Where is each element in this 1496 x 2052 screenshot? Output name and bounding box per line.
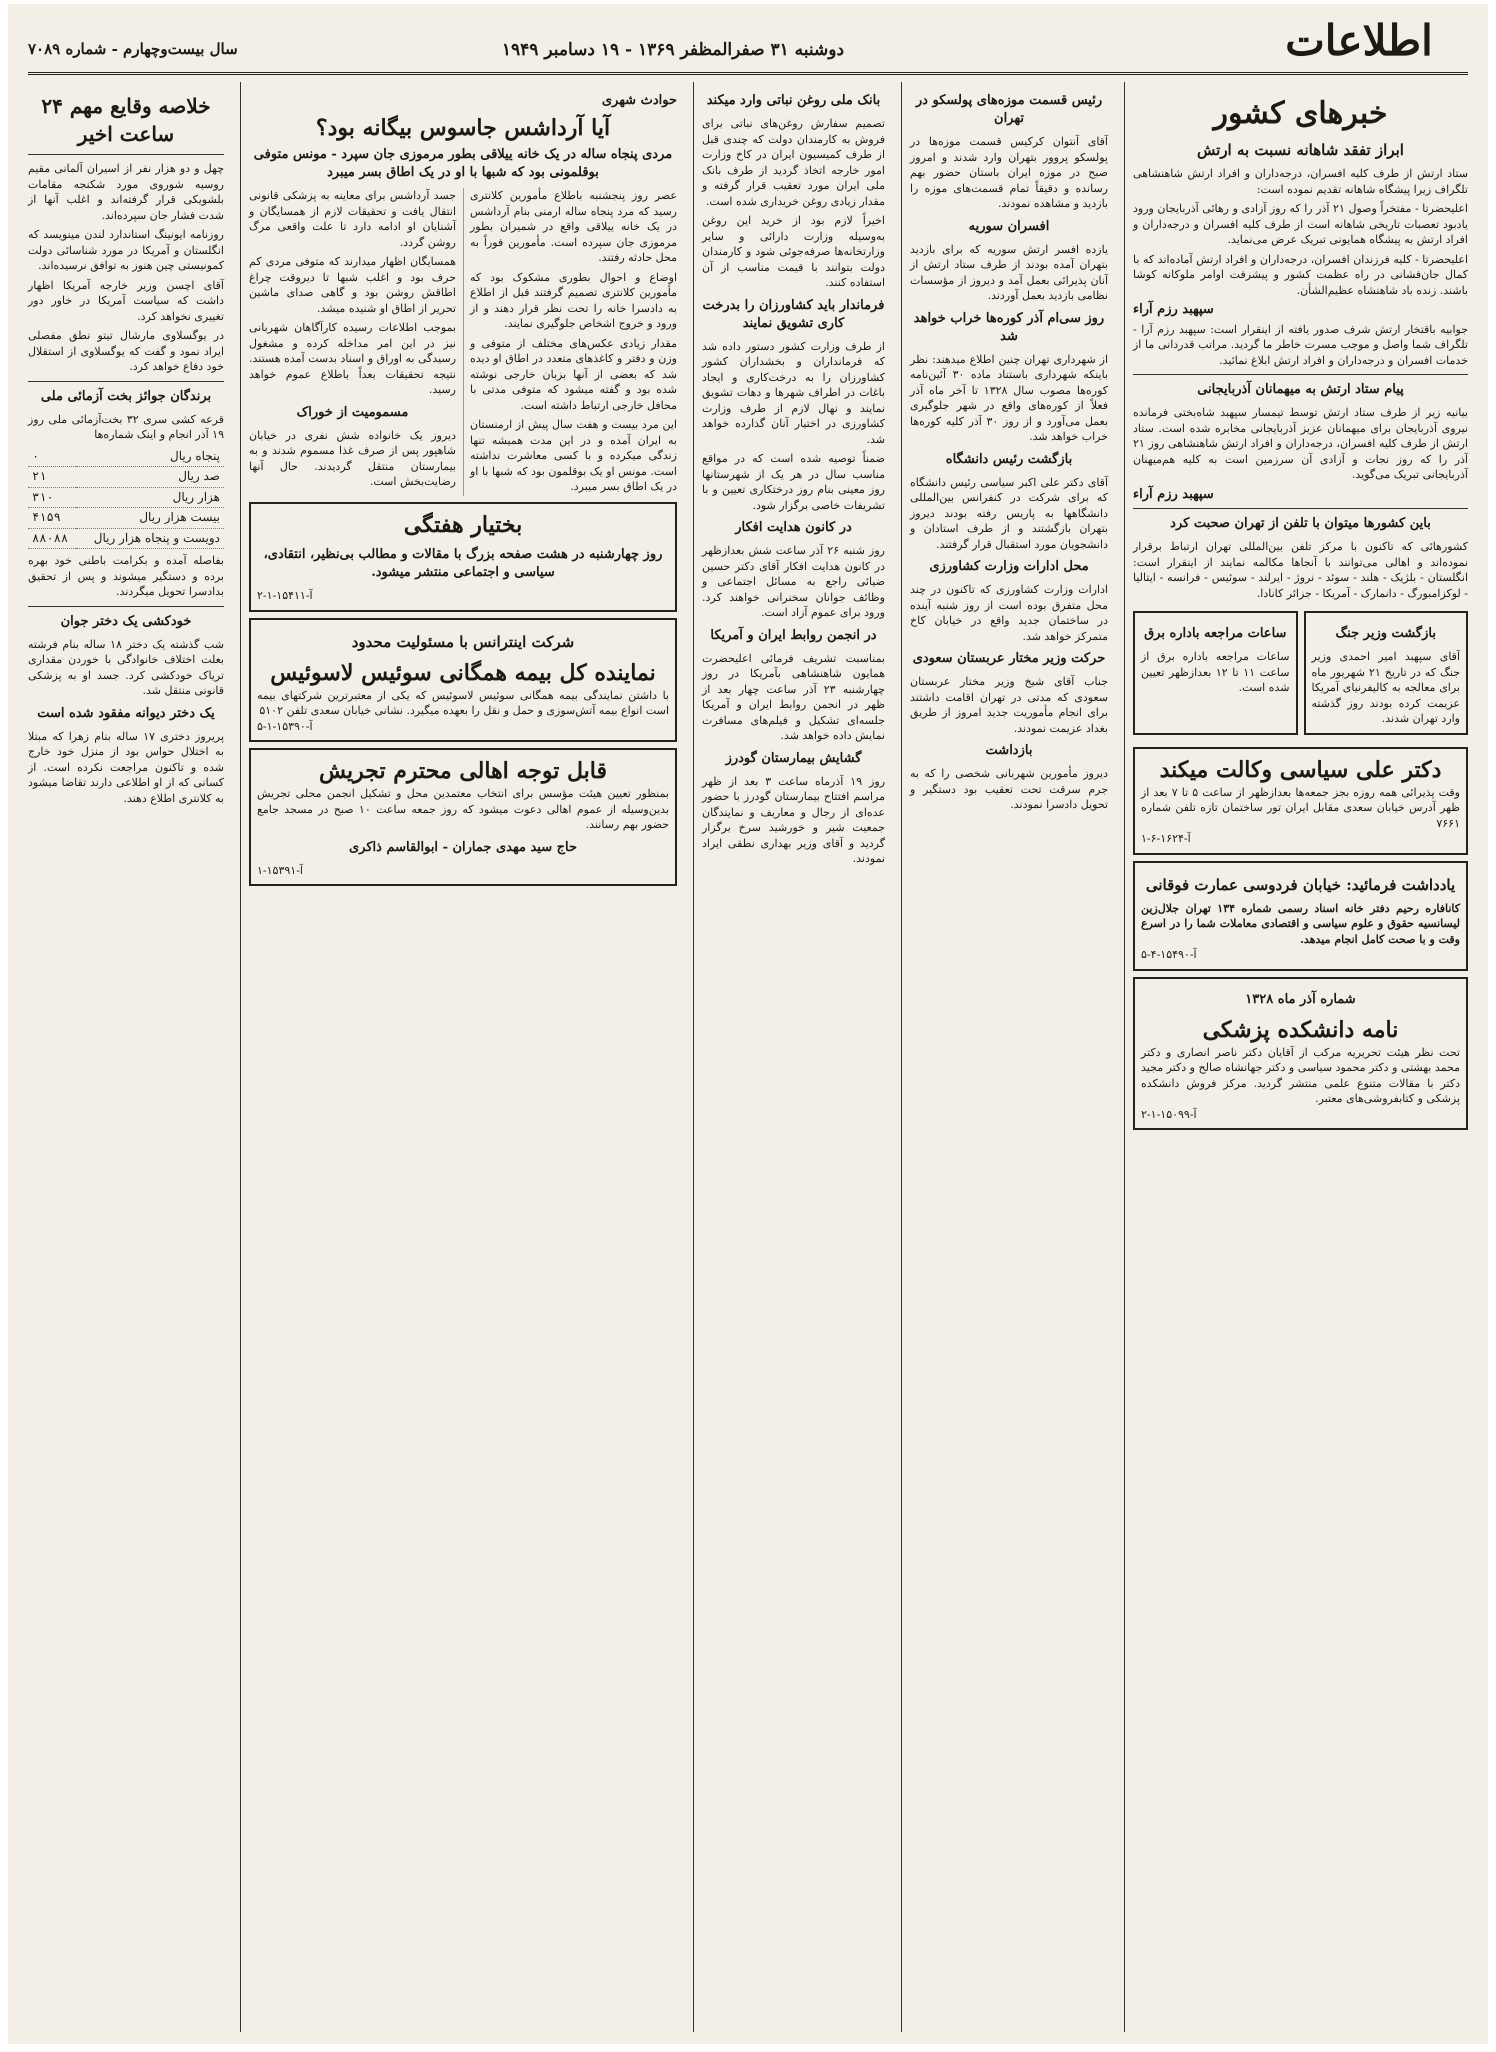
paragraph: مقدار زیادی عکس‌های مختلف از متوفی و وزن و دفتر و کاغذهای متعدد در اطاق او دیده شد که بعضی از آنها بزبان خارجی نوشته شده بود و گفته میشود که متوفی مدتی با محافل خارجی ارتباط داشته است.: [470, 336, 677, 412]
table-row: [28, 528, 224, 549]
headline: در انجمن روابط ایران و آمریکا: [710, 627, 877, 643]
section-label: حوادث شهری: [601, 93, 677, 108]
column-national-news: [1124, 82, 1476, 2032]
masthead-logo: اطلاعات: [1285, 16, 1433, 65]
headline-army-message: پیام ستاد ارتش به میهمانان آذربایجانی: [1197, 382, 1404, 397]
ad-code: آ-۱۵۴۹۰-۴-۵: [1141, 948, 1197, 961]
column-city-events: [240, 82, 685, 2032]
paragraph: بمناسبت تشریف فرمائی اعلیحضرت همایون شاهنشاهی بآمریکا در روز چهارشنبه ۲۳ آذر ساعت چهار بعد از ظهر در انجمن روابط ایران و آمریکا جلسه‌ای تشکیل و فیلم‌های مسافرت نمایش داده خواهد شد.: [702, 651, 885, 742]
headline-phone-countries: باین کشورها میتوان با تلفن از تهران صحبت کرد: [1170, 516, 1431, 531]
paragraph: اعلیحضرتا - مفتخراً وصول ۲۱ آذر را که روز آزادی و رهائی آذربایجان ورود یادبود تعصبات تاریخی شاهانه است از طرف کلیه افسران و درجه‌داران و افراد ارتش به پیشگاه همایونی تبریک عرض می‌نماید.: [1133, 202, 1468, 246]
headline-country-news: خبرهای کشور: [1213, 96, 1388, 131]
ad-text: با داشتن نمایندگی بیمه همگانی سوئیس لاسوئیس که یکی از معتبرترین شرکتهای بیمه است انواع بیمه آتش‌سوزی و حمل و نقل را بعهده میگیرد. نشانی خیابان سعدی تلفن ۵۱۰۲: [257, 688, 669, 717]
ad-text: روز چهارشنبه در هشت صفحه بزرگ با مقالات و مطالب بی‌نظیر، انتقادی، سیاسی و اجتماعی منتشر میشود.: [263, 547, 663, 580]
prize-number: ۲۱: [28, 467, 76, 488]
notice-text: آقای سپهبد امیر احمدی وزیر جنگ که در تاریخ ۲۱ شهریور ماه برای معالجه به کالیفرنیای آمریکا عزیمت کرده بودند روز گذشته وارد تهران شدند.: [1311, 650, 1460, 725]
headline-lottery: برندگان جوائز بخت آزمائی ملی: [40, 388, 212, 404]
paragraph: بیانیه زیر از طرف ستاد ارتش توسط تیمسار سپهبد شاه‌بختی فرمانده نیروی آذربایجان برای میهمانان عزیز آذربایجانی مخابره شده است. ستاد ارتش از طرف کلیه افسران، درجه‌داران و افراد ارتش شاهنشاهی روز ۲۱ آذر را که روز نجات و آزادی آن سرزمین است به کلیه هم‌میهنان آذربایجانی تبریک می‌گوید.: [1133, 406, 1468, 481]
notice-title: بازگشت وزیر جنگ: [1335, 626, 1436, 641]
paragraph: بموجب اطلاعات رسیده کارآگاهان شهربانی نیز در این امر مداخله کرده و مشغول رسیدگی به اوراق و اسناد بدست آمده هستند. نتیجه تحقیقات بعداً باطلاع عموم خواهد رسید.: [249, 321, 456, 396]
paragraph: پریروز دختری ۱۷ ساله بنام زهرا که مبتلا به اختلال حواس بود از منزل خود خارج شده و تاکنون مراجعت نکرده است. از کسانی که از او اطلاعی دارند تقاضا میشود به کلانتری اطلاع دهند.: [28, 729, 225, 805]
paragraph: دیروز یک خانواده شش نفری در خیابان شاهپور پس از صرف غذا مسموم شدند و به بیمارستان منتقل گردیدند. حال آنها رضایت‌بخش است.: [249, 428, 456, 488]
notice-boxes: [1133, 605, 1468, 741]
paragraph: ضمناً توصیه شده است که در مواقع مناسب سال در هر یک از شهرستانها روز معینی بنام روز درختکاری تعیین و با تشریفات خاصی برگزار شود.: [702, 452, 885, 512]
headline: افسران سوریه: [968, 218, 1050, 234]
headline: بازداشت: [985, 743, 1033, 758]
paragraph: جناب آقای شیخ وزیر مختار عربستان سعودی که مدتی در تهران اقامت داشتند برای انجام مأموریت جدید امروز از طریق بغداد عزیمت نمودند.: [910, 675, 1108, 735]
advertisement: [1133, 861, 1468, 971]
headline: گشایش بیمارستان گودرز: [725, 750, 862, 766]
ad-signature: حاج سید مهدی جماران - ابوالقاسم ذاکری: [348, 839, 578, 855]
ad-text: کانافاره رحیم دفتر خانه اسناد رسمی شماره ۱۳۴ تهران جلال‌زین لیسانسیه حقوق و علوم سیاسی و اقتصادی معاملات شما را در اسرع وقت و با صحت کامل انجام میدهد.: [1141, 901, 1460, 946]
ad-title: شرکت اینترانس با مسئولیت محدود: [351, 632, 575, 651]
headline: بازگشت رئیس دانشگاه: [945, 451, 1073, 467]
paragraph: در یوگسلاوی مارشال تیتو نطق مفصلی ایراد نمود و گفت که یوگسلاوی از استقلال خود دفاع خواهد کرد.: [28, 329, 224, 373]
headline: روز سی‌ام آذر کوره‌ها خراب خواهد شد: [913, 310, 1105, 344]
ad-code: آ-۱۵۴۱۱-۱-۲: [257, 589, 313, 602]
ad-title: بختیار هفتگی: [403, 512, 523, 538]
prize-number: ۳۱۰: [28, 487, 76, 508]
divider: [28, 154, 224, 155]
paragraph: روزنامه ایونینگ استاندارد لندن مینویسد که انگلستان و آمریکا در مورد شناسائی دولت کمونیستی چین هنوز به توافق نرسیده‌اند.: [28, 228, 224, 272]
subhead-army: ابراز تفقد شاهانه نسبت به ارتش: [1197, 141, 1404, 159]
prize-number: ۴۱۵۹: [28, 508, 76, 529]
signature: سپهبد رزم آراء: [1133, 486, 1214, 502]
paragraph: شب گذشته یک دختر ۱۸ ساله بنام فرشته بعلت اختلاف خانوادگی با خوردن مقداری تریاک خودکشی کرد. جسد او به پزشکی قانونی منتقل شد.: [28, 637, 224, 697]
paragraph: آقای اچسن وزیر خارجه آمریکا اظهار داشت که سیاست آمریکا در خاور دور تغییری نخواهد کرد.: [28, 278, 224, 323]
advertisement: [1133, 747, 1468, 855]
paragraph: کشورهائی که تاکنون با مرکز تلفن بین‌المللی تهران ارتباط برقرار نموده‌اند و اهالی می‌توانند با آنجاها مکالمه نمایند از اینقرار است: انگلستان - بلژیک - هلند - سوئد - نروژ - ایرلند - سوئیس - فرانسه - ایتالیا - لوکزامبورگ - دانمارک - آمریکا - جزائر کانادا.: [1133, 540, 1468, 600]
paragraph: تصمیم سفارش روغن‌های نباتی برای فروش به کارمندان دولت که چندی قبل از طرف کمیسیون ایران در کاخ وزارت امور خارجه اتخاذ گردید از طرف بانک ملی ایران مورد تعقیب قرار گرفته و مقدار زیادی روغن خریداری شده است.: [702, 117, 885, 208]
newspaper-page: [8, 4, 1488, 2044]
advertisement: [1133, 977, 1468, 1131]
advertisement: [249, 618, 677, 743]
paragraph: جوابیه باقتخار ارتش شرف صدور یافته از اینقرار است: سپهبد رزم آرا - تلگراف شما واصل و موجب مسرت خاطر ما گردید. مراتب قدردانی ما از خدمات افسران و درجه‌داران و افراد ارتش ابلاغ نمائید.: [1133, 322, 1468, 367]
headline: رئیس قسمت موزه‌های پولسکو در تهران: [915, 93, 1103, 126]
ad-subtitle: نماینده کل بیمه همگانی سوئیس لاسوئیس: [270, 659, 656, 686]
lottery-table: [28, 447, 224, 550]
paragraph: دیروز مأمورین شهربانی شخصی را که به جرم سرقت تحت تعقیب بود دستگیر و تحویل دادسرا نمودند.: [910, 767, 1108, 811]
paragraph: اخیراً لازم بود از خرید این روغن به‌وسیله وزارت دارائی و سایر وزارتخانه‌ها صرفه‌جوئی شود و کارمندان دولت بتوانند با قیمت مناسب از آن استفاده کنند.: [702, 214, 885, 289]
ad-title: دکتر علی سیاسی وکالت میکند: [1159, 756, 1442, 783]
ad-code: آ-۱۵۳۹۱-۱: [257, 863, 303, 877]
ad-title: نامه دانشکده پزشکی: [1202, 1016, 1399, 1043]
notice-text: ساعات مراجعه باداره برق از ساعت ۱۱ تا ۱۲ بعدازظهر تعیین شده است.: [1141, 650, 1290, 694]
divider: [28, 606, 224, 607]
ad-text: وقت پذیرائی همه روزه بجز جمعه‌ها بعدازظهر از ساعت ۵ تا ۷ بعد از ظهر آدرس خیابان سعدی مقابل ایران تور ساختمان تازه تلفن شماره ۷۶۶۱: [1141, 785, 1460, 830]
ad-head: شماره آذر ماه ۱۳۲۸: [1245, 991, 1356, 1007]
ad-code: آ-۱۶۲۴-۶-۱: [1141, 832, 1191, 845]
prize-label: صد ریال: [76, 467, 224, 488]
table-row: [28, 487, 224, 508]
signature: سپهبد رزم آراء: [1133, 302, 1214, 317]
prize-label: بیست هزار ریال: [76, 508, 224, 529]
issue-number: سال بیست‌وچهارم - شماره ۷۰۸۹: [28, 40, 238, 58]
lottery-subtitle: قرعه کشی سری ۳۲ بخت‌آزمائی ملی روز ۱۹ آذر انجام و اینک شماره‌ها: [28, 412, 224, 441]
prize-label: هزار ریال: [76, 487, 224, 508]
prize-number: ۸۸۰۸۸: [28, 528, 76, 549]
ad-title: قابل توجه اهالی محترم تجریش: [319, 758, 607, 784]
header-bar: [28, 10, 1468, 75]
notice-box: [1304, 611, 1469, 735]
headline-spy: آیا آرداشس جاسوس بیگانه بود؟: [315, 115, 611, 141]
paragraph: یازده افسر ارتش سوریه که برای بازدید بتهران آمده بودند از طرف ستاد ارتش از آنان پذیرائی بعمل آمد و دیروز از مؤسسات نظامی بازدید بعمل آوردند.: [910, 242, 1108, 302]
ad-title: یادداشت فرمائید: خیابان فردوسی عمارت فوقانی: [1145, 875, 1456, 894]
table-row: [28, 467, 224, 488]
subhead-spy: مردی پنجاه ساله در یک خانه ییلاقی بطور مرموزی جان سپرد - مونس متوفی بوقلمونی بود که شبها با او در یک اطاق بسر میبرد: [253, 147, 673, 180]
paragraph: ستاد ارتش از طرف کلیه افسران، درجه‌داران و افراد ارتش شاهنشاهی تلگراف زیرا پیشگاه شاهانه تقدیم نموده است:: [1133, 167, 1468, 196]
prize-label: پنجاه ریال: [76, 447, 224, 467]
table-row: [28, 447, 224, 467]
ad-code: آ-۱۵۰۹۹-۱-۲: [1141, 1107, 1197, 1121]
headline: فرماندار باید کشاورزان را بدرخت کاری تشویق نمایند: [702, 297, 885, 331]
divider: [28, 381, 224, 382]
advertisement: [249, 748, 677, 886]
paragraph: آقای دکتر علی اکبر سیاسی رئیس دانشگاه که برای شرکت در کنفرانس بین‌المللی دانشگاهها به پاریس رفته بودند دیروز بتهران بازگشتند و از طرف استادان و دانشجویان مورد استقبال قرار گرفتند.: [910, 475, 1108, 551]
paragraph: عصر روز پنجشنبه باطلاع مأمورین کلانتری رسید که مرد پنجاه ساله ارمنی بنام آرداشس در یک خانه ییلاقی واقع در شمیران بطور مرموزی جان سپرده است. مأمورین فوراً به محل حادثه رفتند.: [470, 189, 677, 264]
headline-summary: خلاصه وقایع مهم ۲۴ ساعت اخیر: [41, 94, 211, 146]
prize-label: دویست و پنجاه هزار ریال: [76, 528, 224, 549]
paragraph: بفاصله آمده و بکرامت باطنی خود بهره برده و دستگیر میشوند و پس از تحقیق بدادسرا تحویل میگردند.: [28, 554, 224, 598]
paragraph: اوضاع و احوال بطوری مشکوک بود که مأمورین کلانتری تصمیم گرفتند قبل از اطلاع به دادسرا خانه را تحت نظر قرار دهند و از ورود و خروج اشخاص جلوگیری نمایند.: [470, 270, 677, 330]
paragraph: اعلیحضرتا - کلیه فرزندان افسران، درجه‌داران و افراد ارتش آماده‌اند که با کمال جان‌فشانی در راه عظمت کشور و پیشرفت اوامر ملوکانه کوشا باشند. زنده باد شاهنشاه عظیم‌الشأن.: [1133, 252, 1468, 297]
ad-text: بمنظور تعیین هیئت مؤسس برای انتخاب معتمدین محل و تشکیل انجمن محلی تجریش بدین‌وسیله از عموم اهالی دعوت میشود که روز جمعه ساعت ۱۰ صبح در مسجد جامع حضور بهم رسانند.: [257, 787, 670, 831]
paragraph: ادارات وزارت کشاورزی که تاکنون در چند محل متفرق بوده است از روز شنبه آینده در ساختمان جدید واقع در خیابان کاخ متمرکز خواهد شد.: [910, 583, 1108, 643]
ad-text: تحت نظر هیئت تحریریه مرکب از آقایان دکتر ناصر انصاری و دکتر محمد بهشتی و دکتر محمود سیاسی و دکتر جهانشاه صالح و دکتر مجید دکتر با مقالات متنوع علمی منتشر گردید. مرکز فروش دانشکده پزشکی و کتابفروشی‌های معتبر.: [1141, 1045, 1460, 1105]
headline: خودکشی یک دختر جوان: [60, 613, 192, 629]
paragraph: این مرد بیست و هفت سال پیش از ارمنستان به ایران آمده و در این مدت همیشه تنها زندگی میکرده و با کسی معاشرت نداشته است. مونس او یک بوقلمون بود که شبها با او در یک اطاق بسر میبرد.: [470, 418, 677, 493]
divider: [1133, 374, 1468, 375]
date-line: دوشنبه ۳۱ صفرالمظفر ۱۳۶۹ - ۱۹ دسامبر ۱۹۴۹: [501, 40, 845, 60]
ad-code: آ-۱۵۳۹۰-۱-۵: [257, 719, 313, 733]
prize-number: ۰: [28, 447, 76, 467]
paragraph: از طرف وزارت کشور دستور داده شد که فرمانداران و بخشداران کشور کشاورزان را به درخت‌کاری و ایجاد باغات در اطراف شهرها و دهات تشویق نمایند و نهال لازم از طرف وزارت کشاورزی در اختیار آنان گذارده خواهد شد.: [702, 339, 885, 446]
advertisement: [249, 502, 677, 612]
paragraph: از شهرداری تهران چنین اطلاع میدهند: نظر باینکه شهرداری باستناد ماده ۳۰ آئین‌نامه کوره‌ها مصوب سال ۱۳۲۸ تا آخر ماه آذر فعلاً از کوره‌های واقع در شهر جلوگیری بعمل می‌آورد و از روز ۳۰ آذر کلیه کوره‌ها خراب خواهد شد.: [910, 352, 1108, 443]
headline: بانک ملی روغن نباتی وارد میکند: [706, 93, 881, 108]
paragraph: روز شنبه ۲۶ آذر ساعت شش بعدازظهر در کانون هدایت افکار آقای دکتر حسین ضیائی راجع به مسائل اجتماعی و وظائف جوانان سخنرانی خواهند کرد. ورود برای عموم آزاد است.: [702, 544, 885, 619]
headline: حرکت وزیر مختار عربستان سعودی: [912, 651, 1106, 666]
divider: [1133, 508, 1468, 509]
article-body: [249, 188, 677, 496]
table-row: [28, 508, 224, 529]
notice-box: [1133, 611, 1298, 735]
paragraph: چهل و دو هزار نفر از اسیران آلمانی مقیم روسیه شوروی مورد شکنجه مقامات بلشویکی قرار گرفته‌اند و اغلب آنها از شدت فشار جان سپرده‌اند.: [28, 162, 224, 222]
headline: مسمومیت از خوراک: [296, 404, 409, 420]
paragraph: روز ۱۹ آذرماه ساعت ۳ بعد از ظهر مراسم افتتاح بیمارستان گودرز با حضور عده‌ای از رجال و معاریف و نمایندگان جمعیت شیر و خورشید سرخ برگزار گردید و آقای وزیر بهداری نطقی ایراد نمودند.: [702, 774, 885, 865]
column-short-news: [901, 82, 1116, 2032]
headline: محل ادارات وزارت کشاورزی: [929, 559, 1089, 574]
headline: در کانون هدایت افکار: [735, 520, 852, 535]
paragraph: همسایگان اظهار میدارند که متوفی مردی کم حرف بود و اغلب شبها تا دیروقت چراغ اطاقش روشن بود و گاهی صدای ماشین تحریر از اطاق او شنیده میشد.: [249, 255, 456, 315]
paragraph: آقای آنتوان کرکیس قسمت موزه‌ها در پولسکو پروور بتهران وارد شدند و امروز صبح در موزه ایران باستان حضور بهم رسانده و دقیقاً تمام قسمت‌های موزه را بازدید و مشاهده نمودند.: [910, 135, 1108, 210]
headline: یک دختر دیوانه مفقود شده است: [37, 705, 215, 721]
paragraph: جسد آرداشس برای معاینه به پزشکی قانونی انتقال یافت و تحقیقات لازم از همسایگان و آشنایان او ادامه دارد تا علت واقعی مرگ روشن گردد.: [249, 189, 456, 249]
column-economy-news: [693, 82, 893, 2032]
column-summary: [20, 82, 232, 2032]
notice-title: ساعات مراجعه باداره برق: [1144, 626, 1287, 641]
